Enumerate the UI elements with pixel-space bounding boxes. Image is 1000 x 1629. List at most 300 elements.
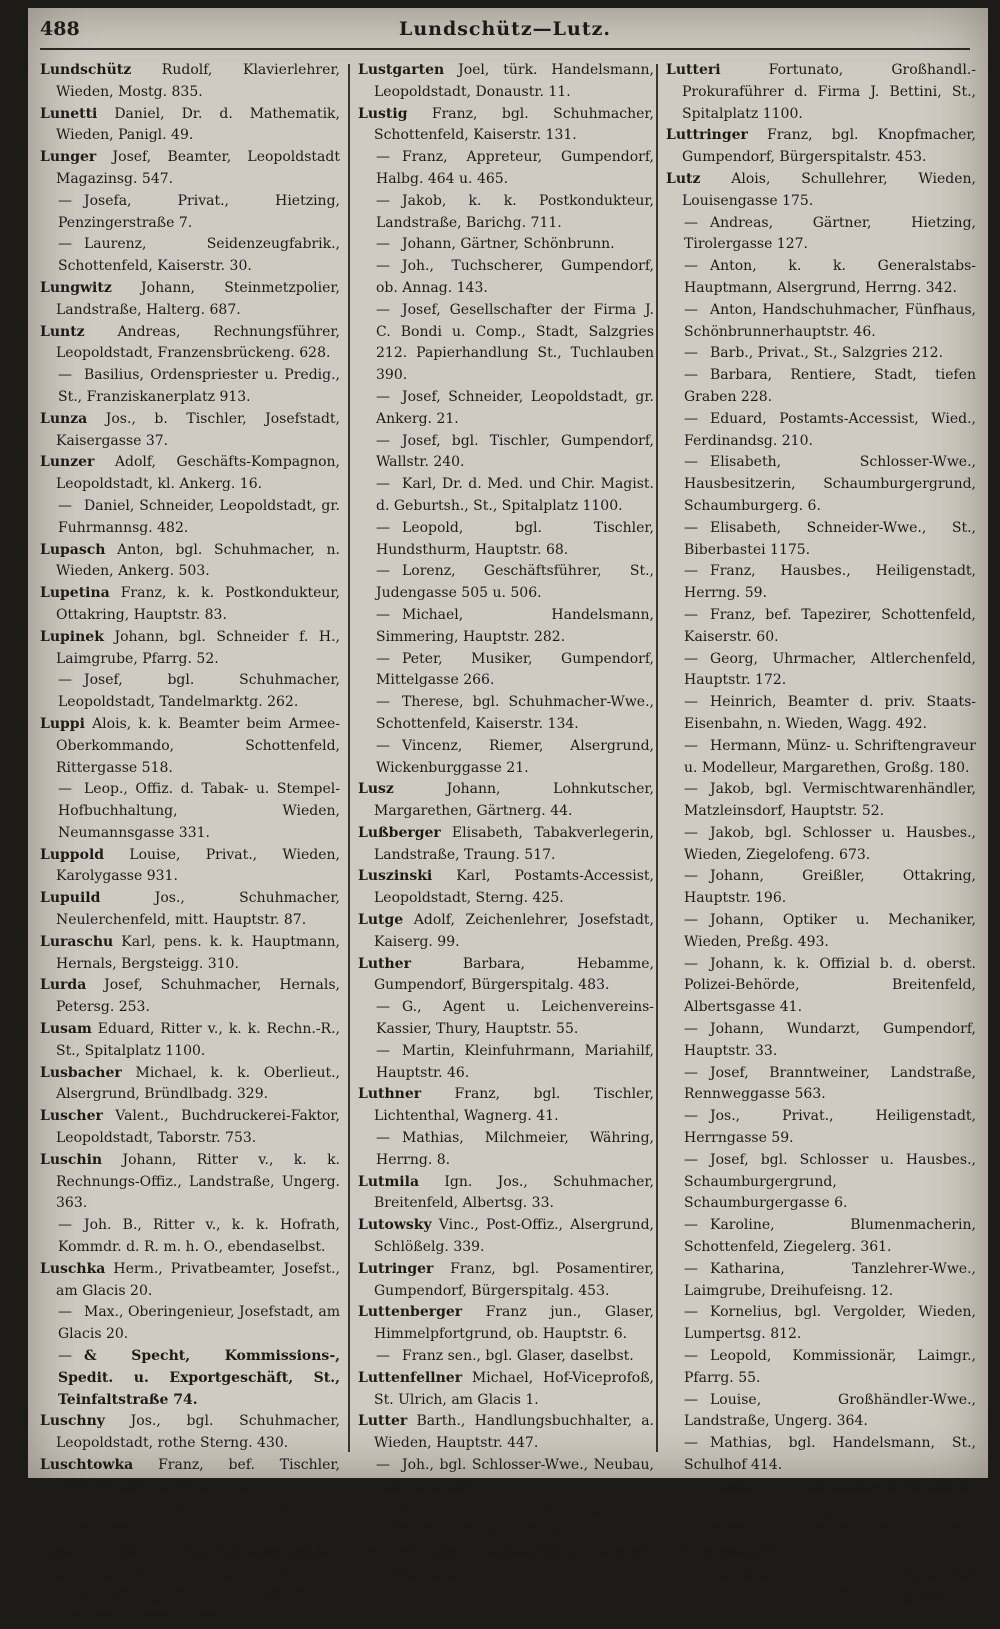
directory-entry [358,256,654,300]
ditto-dash: — [684,1260,698,1277]
ditto-dash: — [684,1565,698,1582]
directory-entry [358,997,654,1041]
entry-surname: Lunetti [40,105,98,122]
directory-entry [358,779,654,823]
entry-surname: Lusbacher [40,1064,122,1081]
entry-details: & Specht, Kommissions-, Spedit. u. Exportgeschäft, St., Teinfaltstraße 74. [58,1348,340,1408]
entry-details: Leop., Offiz. d. Tabak- u. Stempel-Hofbuchhaltung, Wieden, Neumannsgasse 331. [58,781,340,841]
ditto-dash: — [58,192,72,209]
entry-details: Louise, Privat., Wieden, Karolygasse 931. [56,846,340,885]
entry-surname: Lustig [358,105,408,122]
ditto-dash: — [376,650,390,667]
directory-entry [666,1063,976,1107]
entry-details: Franz, Hausbes., Heiligenstadt, Herrng. 59. [684,563,976,602]
entry-details: Jos., Vermischtwarenhdlr., Braunhirschengrund, Fischerg. 66. [56,1544,340,1582]
entry-details: Josef, Schuhmacher, Hernals, Petersg. 253. [56,977,340,1016]
ditto-dash: — [684,912,698,929]
ditto-dash: — [376,563,390,580]
ditto-dash: — [376,476,390,493]
entry-details: Anton, bgl. Schuhmacher, n. Wieden, Ankerg. 503. [56,541,340,580]
directory-entry [358,1455,654,1499]
entry-details: Michael, k. k. Oberlieut., Alsergrund, Bründlbadg. 329. [56,1064,340,1103]
entry-surname: Lundschütz [40,62,132,78]
entry-details: Leopold, Kommissionär, Laimgr., Pfarrg. 55. [684,1348,976,1386]
entry-details: Jakob, bgl. Vermischtwarenhändler, Matzleinsdorf, Hauptstr. 52. [684,781,976,820]
directory-entry [40,365,340,409]
entry-details: Jakob, bgl. Schlosser u. Hausbes., Wieden, Ziegelofeng. 673. [684,824,976,863]
entry-details: Heinrich, Beamter d. priv. Staats-Eisenbahn, n. Wieden, Wagg. 492. [684,694,976,732]
directory-entry [40,322,340,366]
directory-entry [40,845,340,889]
ditto-dash: — [684,606,698,623]
directory-entry [358,605,654,649]
entry-details: Michael, Zeugmacher, Braunhirschengrund, Dreihausg. 181. [684,1565,976,1604]
entry-details: Josef, bgl. Tischler, Gumpendorf, Wallstr. 240. [376,432,654,471]
ditto-dash: — [58,236,72,253]
entry-details: Josef, bgl. Schlosser u. Hausbes., Schaumburgergrund, Schaumburgergasse 6. [684,1151,976,1212]
directory-entry [358,692,654,736]
entry-surname: Lusam [40,1021,92,1038]
entry-details: Jakob, k. k. Postkondukteur, Landstraße, Barichg. 711. [376,192,654,231]
page-number: 488 [40,18,80,40]
ditto-dash: — [684,781,698,798]
ditto-dash: — [376,192,390,209]
entry-surname: Lunzer [40,454,95,471]
entry-details: Josef, bgl. Schuhmacher, Leopoldstadt, Tandelmarktg. 262. [58,672,340,711]
entry-details: Eduard, Ritter v., k. k. Rechn.-R., St., Spitalplatz 1100. [56,1021,340,1059]
entry-details: Vinc., Post-Offiz., Alsergrund, Schlößelg. 339. [374,1217,654,1256]
entry-surname: Luttringer [666,127,748,144]
directory-entry [40,147,340,191]
ditto-dash: — [684,1064,698,1081]
directory-entry [358,1499,654,1543]
ditto-dash: — [376,1042,390,1059]
ditto-dash: — [684,563,698,580]
ditto-dash: — [376,1348,390,1365]
ditto-dash: — [376,1130,390,1147]
ditto-dash: — [58,672,72,689]
entry-details: Ign. Jos., Schuhmacher, Breitenfeld, Albertsg. 33. [374,1173,654,1212]
directory-entry [40,670,340,714]
entry-details: Martin, Kleinfuhrmann, Mariahilf, Hauptstr. 46. [376,1042,654,1081]
ditto-dash: — [684,1478,698,1495]
directory-entry [666,1433,976,1477]
entry-details: Josef, Beamter, Leopoldstadt Magazinsg. 547. [56,149,340,187]
directory-entry [358,387,654,431]
ditto-dash: — [376,694,390,711]
entry-details: Basilius, Ordenspriester u. Predig., St., Franziskanerplatz 913. [58,367,340,405]
directory-entry [358,649,654,693]
ditto-dash: — [684,345,698,362]
ditto-dash: — [376,606,390,623]
directory-entry [666,1477,976,1521]
entry-surname: Lutmila [358,1173,420,1190]
entry-details: G., Agent u. Leichenvereins-Kassier, Thury, Hauptstr. 55. [376,999,654,1038]
directory-entry [40,1586,340,1629]
directory-entry [358,866,654,910]
entry-details: Leopold, bgl. Tischler, Hundsthurm, Hauptstr. 68. [376,519,654,558]
entry-details: Jos. Georg, Schullehrer, Fünfhaus, Schönbrunnerhauptstr. 232. [56,1587,340,1626]
ditto-dash: — [684,650,698,667]
ditto-dash: — [376,432,390,449]
ditto-dash: — [58,367,72,384]
entry-surname: Luntz [40,323,85,340]
directory-entry [666,213,976,257]
directory-entry [358,104,654,148]
directory-entry [358,1172,654,1216]
entry-details: Alois, Schullehrer, Wieden, Louisengasse 175. [682,170,976,209]
entry-details: Mathias, bgl. Handelsmann, St., Schulhof 414. [684,1435,976,1473]
directory-entry [666,256,976,300]
directory-entry [40,1346,340,1411]
entry-details: Barth., Handlungsbuchhalter, a. Wieden, Hauptstr. 447. [374,1413,654,1452]
directory-entry [358,147,654,191]
entry-details: Barbara, Hebamme, Gumpendorf, Bürgerspitalg. 483. [374,955,654,994]
entry-details: Franz, bgl. Knopfmacher, Gumpendorf, Bürgerspitalstr. 453. [682,127,976,166]
entry-details: Anton, Handschuhmacher, Fünfhaus, Schönbrunnerhauptstr. 46. [684,301,976,340]
entry-surname: Lutteri [358,1544,413,1561]
entry-surname: Lungwitz [40,279,112,296]
entry-details: Karl, pens. k. k. Hauptmann, Hernals, Bergsteigg. 310. [56,933,340,972]
entry-surname: Lupasch [40,541,106,558]
ditto-dash: — [684,301,698,318]
entry-details: Barb., Privat., St., Salzgries 212. [710,345,944,362]
entry-surname: Luppi [40,715,85,732]
entry-details: Johann, Wundarzt, Gumpendorf, Hauptstr. 33. [684,1021,976,1059]
entry-details: Daniel, Dr. d. Mathematik, Wieden, Panigl. 49. [56,105,340,144]
entry-details: Herm., Privatbeamter, Josefst., am Glacis 20. [56,1260,340,1299]
directory-entry [40,104,340,148]
entry-surname: Lutz [666,170,701,187]
directory-entry [358,1128,654,1172]
directory-entry [358,1215,654,1259]
ditto-dash: — [684,1217,698,1234]
directory-entry [40,191,340,235]
entry-surname: Lutter [358,1413,408,1430]
entry-details: Johann, k. k. Offizial b. d. oberst. Polizei-Behörde, Breitenfeld, Albertsgasse 41. [684,955,976,1016]
directory-entry [358,300,654,387]
ditto-dash: — [58,497,72,514]
entry-surname: Lutowsky [358,1217,432,1234]
entry-details: Josef, Gesellschafter der Firma J. C. Bondi u. Comp., Stadt, Salzgries 212. Papierhandlung St., Tuchlauben 390. [376,301,654,384]
entry-surname: Luppold [40,846,105,863]
entry-surname: Luschin [40,1151,103,1168]
entry-details: Franz, bgl. Tischler, Lichtenthal, Wagnerg. 41. [374,1086,654,1125]
entry-details: Andreas, Gärtner, Hietzing, Tirolergasse 127. [684,214,976,253]
ditto-dash: — [684,258,698,275]
directory-entry [358,1041,654,1085]
directory-entry [40,496,340,540]
directory-entry [358,234,654,256]
directory-entry [40,1019,340,1063]
directory-entry [358,1084,654,1128]
entry-surname: Lusz [358,781,394,798]
ditto-dash: — [376,999,390,1016]
entry-details: Louise, Großhändler-Wwe., Landstraße, Ungerg. 364. [684,1391,976,1430]
entry-details: Franz, bgl. Posamentirer, Gumpendorf, Bürgerspitalg. 453. [374,1260,654,1299]
entry-details: Vincenz, Riemer, Alsergrund, Wickenburggasse 21. [376,737,654,776]
entry-details: Mathias, Milchmeier, Währing, Herrng. 8. [376,1130,654,1168]
ditto-dash: — [684,824,698,841]
directory-entry [666,60,976,125]
entry-details: Josefa, Privat., Hietzing, Penzingerstraße 7. [58,192,340,231]
entry-details: Elisabeth, Privat., Wieden, Annagasse 921. [56,1500,340,1539]
ditto-dash: — [376,258,390,275]
directory-entry [666,823,976,867]
directory-entry [666,692,976,736]
directory-entry [666,561,976,605]
ditto-dash: — [684,1108,698,1125]
entry-details: Michael, Hof-Viceprofoß, St. Ulrich, am Glacis 1. [374,1369,654,1408]
entry-surname: Luttenberger [358,1304,463,1321]
directory-entry [666,169,976,213]
directory-entry [40,975,340,1019]
entry-surname: Luschka [40,1260,106,1277]
entry-details: Jos., Schuhmacher, Neulerchenfeld, mitt. Hauptstr. 87. [56,890,340,929]
entry-surname: Luther [358,955,411,972]
entry-details: Maxim., Vermischtwarenhändler, Schottenfeld, Ritterg. 129. [684,1478,976,1517]
directory-entry [40,1150,340,1215]
entry-surname: Lunza [40,410,88,427]
directory-entry [40,1499,340,1543]
ditto-dash: — [684,367,698,384]
directory-entry [358,191,654,235]
column-3 [666,60,976,1604]
directory-entry [666,1106,976,1150]
entry-surname: Lupetina [40,585,110,602]
ditto-dash: — [58,1304,72,1321]
directory-entry [40,779,340,844]
directory-entry [666,1150,976,1215]
entry-details: Hermann, Münz- u. Schriftengraveur u. Modelleur, Margarethen, Großg. 180. [684,737,976,776]
ditto-dash: — [684,1391,698,1408]
entry-details: Franz, bgl. Schuhmacher, Schottenfeld, Kaiserstr. 131. [374,105,654,144]
directory-entry [666,125,976,169]
directory-entry [666,1259,976,1303]
directory-entry [40,1411,340,1455]
entry-details: Jos., b. Tischler, Josefstadt, Kaisergasse 37. [56,410,340,449]
entry-details: Elisabeth, Tabakverlegerin, Landstraße, Traung. 517. [374,824,654,863]
ditto-dash: — [376,301,390,318]
entry-details: Daniel, Schneider, Leopoldstadt, gr. Fuhrmannsg. 482. [58,497,340,536]
entry-details: Joh., bgl. Schlosser-Wwe., Neubau, Hauptstr. 227. [376,1457,654,1495]
directory-entry [666,1520,976,1564]
entry-surname: Lust [40,1587,75,1604]
entry-surname: Luscher [40,1108,103,1125]
entry-details: Franz jun., Glaser, Himmelpfortgrund, ob. Hauptstr. 6. [374,1304,654,1343]
entry-details: Michael, Hausbes., Ober-St. Veit, Braunzeile 81. [684,1522,976,1561]
entry-details: Franz, bef. Tischler, Margarethen, Zwerchg. 19. [56,1457,340,1495]
directory-entry [666,365,976,409]
entry-details: Joh. B., Ritter v., k. k. Hofrath, Kommdr. d. R. m. h. O., ebendaselbst. [58,1217,340,1256]
directory-entry [358,1542,654,1586]
directory-entry [40,1302,340,1346]
entry-surname: Luttenfellner [358,1369,463,1386]
entry-details: Joh., Tuchscherer, Gumpendorf, ob. Annag. 143. [376,258,654,296]
entry-details: Karl, Silberplattirer, Altlerchenfeld, Hauptstr. 89. [376,1500,654,1539]
ditto-dash: — [376,388,390,405]
entry-surname: Lurda [40,977,87,994]
page-title: Lundschütz—Lutz. [398,18,612,40]
entry-details: Elisabeth, Schlosser-Wwe., Hausbesitzerin, Schaumburgergrund, Schaumburgerg. 6. [684,454,976,514]
directory-entry [358,518,654,562]
entry-details: Alois, k. k. Beamter beim Armee-Oberkommando, Schottenfeld, Rittergasse 518. [56,715,340,776]
ditto-dash: — [684,1522,698,1539]
entry-details: Jos., Privat., Heiligenstadt, Herrngasse 59. [684,1108,976,1147]
entry-surname: Lusert [40,1500,91,1517]
entry-details: Jos., bgl. Schuhmacher, Leopoldstadt, rothe Sterng. 430. [56,1413,340,1452]
directory-entry [40,60,340,104]
directory-entry [666,779,976,823]
directory-entry [40,714,340,779]
directory-entry [666,452,976,517]
directory-entry [40,234,340,278]
column-divider [348,64,350,1452]
entry-details: Fortunato, Großhandl.-Prokuraführer d. Firma J. Bettini, St., Spitalplatz 1100. [682,62,976,122]
entry-surname: Lupinek [40,628,104,645]
directory-entry [40,1106,340,1150]
entry-details: Max., Oberingenieur, Josefstadt, am Glacis 20. [58,1304,340,1343]
ditto-dash: — [376,1500,390,1517]
directory-entry [358,561,654,605]
entry-details: Franz sen., bgl. Glaser, daselbst. [402,1348,634,1365]
directory-entry [358,736,654,780]
directory-entry [666,300,976,344]
directory-entry [666,1215,976,1259]
directory-entry [666,605,976,649]
entry-surname: Luschny [40,1413,105,1430]
directory-entry [358,1411,654,1455]
ditto-dash: — [684,868,698,885]
directory-page [28,8,988,1626]
directory-entry [40,1215,340,1259]
ditto-dash: — [376,236,390,253]
directory-entry [358,431,654,475]
entry-details: Michael, Handelsmann, Simmering, Hauptstr. 282. [376,606,654,645]
ditto-dash: — [684,1304,698,1321]
entry-details: Karl, Dr. d. Med. und Chir. Magist. d. Geburtsh., St., Spitalplatz 1100. [376,476,654,514]
directory-entry [666,1302,976,1346]
directory-entry [358,1302,654,1346]
ditto-dash: — [684,1151,698,1168]
ditto-dash: — [684,519,698,536]
entry-details: Valent., Buchdruckerei-Faktor, Leopoldstadt, Taborstr. 753. [56,1108,340,1147]
entry-details: Anton, k. k. Generalstabs-Hauptmann, Alsergrund, Herrng. 342. [684,258,976,296]
directory-entry [666,1346,976,1390]
directory-entry [358,60,654,104]
ditto-dash: — [684,955,698,972]
directory-entry [666,736,976,780]
directory-entry [40,1259,340,1303]
entry-details: Franz, k. k. Postkondukteur, Ottakring, Hauptstr. 83. [56,585,340,623]
ditto-dash: — [684,410,698,427]
directory-entry [666,1019,976,1063]
ditto-dash: — [684,737,698,754]
entry-details: Eduard, Postamts-Accessist, Wied., Ferdinandsg. 210. [684,410,976,449]
entry-details: Johann, Gärtner, Schönbrunn. [402,236,615,253]
entry-details: Josef, Schneider, Leopoldstadt, gr. Ankerg. 21. [376,388,654,427]
entry-details: Franz, Appreteur, Gumpendorf, Halbg. 464 u. 465. [376,149,654,187]
directory-entry [358,910,654,954]
directory-entry [40,1455,340,1499]
directory-entry [40,409,340,453]
entry-details: Johann, Steinmetzpolier, Landstraße, Halterg. 687. [56,279,340,318]
entry-surname: Luszinski [358,868,433,885]
directory-entry [358,1259,654,1303]
directory-entry [40,1542,340,1586]
directory-entry [40,1063,340,1107]
entry-surname: Lußberger [358,824,441,841]
directory-columns [40,60,976,1626]
entry-details: Johann, bgl. Schneider f. H., Laimgrube, Pfarrg. 52. [56,628,340,667]
entry-surname: Lutge [358,912,404,929]
entry-details: Peter, Musiker, Gumpendorf, Mittelgasse 266. [376,650,654,689]
entry-details: Barbara, Rentiere, Stadt, tiefen Graben 228. [684,367,976,405]
directory-entry [40,583,340,627]
ditto-dash: — [58,1217,72,1234]
directory-entry [666,910,976,954]
ditto-dash: — [684,1348,698,1365]
entry-details: Therese, bgl. Schuhmacher-Wwe., Schottenfeld, Kaiserstr. 134. [376,694,654,732]
directory-entry [40,888,340,932]
directory-entry [666,1390,976,1434]
directory-entry [40,932,340,976]
entry-surname: Luthner [358,1086,422,1103]
entry-details: Franz, bef. Tapezirer, Schottenfeld, Kaiserstr. 60. [684,606,976,645]
entry-details: Josef, Branntweiner, Landstraße, Rennweggasse 563. [684,1064,976,1103]
ditto-dash: — [376,149,390,166]
directory-entry [40,278,340,322]
ditto-dash: — [58,781,72,798]
directory-entry [666,1564,976,1608]
page-header [40,18,970,50]
entry-surname: Luraschu [40,933,114,950]
entry-details: Lorenz, Geschäftsführer, St., Judengasse 505 u. 506. [376,563,654,602]
entry-surname: Luschtowka [40,1457,134,1473]
entry-details: Rudolf, Klavierlehrer, Wieden, Mostg. 835. [56,62,340,100]
ditto-dash: — [376,737,390,754]
entry-details: Elisabeth, Schneider-Wwe., St., Biberbastei 1175. [684,519,976,558]
directory-entry [358,954,654,998]
entry-details: Laurenz, Seidenzeugfabrik., Schottenfeld, Kaiserstr. 30. [58,236,340,275]
directory-entry [666,409,976,453]
ditto-dash: — [376,519,390,536]
entry-details: Karoline, Blumenmacherin, Schottenfeld, Ziegelerg. 361. [684,1217,976,1256]
entry-details: Adolf, Geschäfts-Kompagnon, Leopoldstadt, kl. Ankerg. 16. [56,454,340,493]
entry-surname: Lupuild [40,890,101,907]
entry-surname: Lusk [40,1544,78,1561]
directory-entry [358,823,654,867]
entry-details: Cäsar, Seidenhändler, Penzing, gr. Kircheng. 60. [374,1544,654,1582]
entry-details: Joel, türk. Handelsmann, Leopoldstadt, Donaustr. 11. [374,62,654,100]
entry-surname: Lutringer [358,1260,434,1277]
directory-entry [666,649,976,693]
ditto-dash: — [376,1457,390,1473]
ditto-dash: — [684,454,698,471]
entry-details: Georg, Uhrmacher, Altlerchenfeld, Hauptstr. 172. [684,650,976,689]
entry-details: Johann, Lohnkutscher, Margarethen, Gärtnerg. 44. [374,781,654,820]
entry-details: Adolf, Zeichenlehrer, Josefstadt, Kaiserg. 99. [374,912,654,950]
entry-details: Andreas, Rechnungsführer, Leopoldstadt, Franzensbrückeng. 628. [56,323,340,362]
entry-surname: Lutteri [666,62,721,78]
entry-details: Johann, Optiker u. Mechaniker, Wieden, Preßg. 493. [684,912,976,950]
ditto-dash: — [684,214,698,231]
directory-entry [358,1346,654,1368]
directory-entry [666,518,976,562]
directory-entry [358,1368,654,1412]
entry-surname: Lustgarten [358,62,445,78]
column-divider [656,64,658,1452]
